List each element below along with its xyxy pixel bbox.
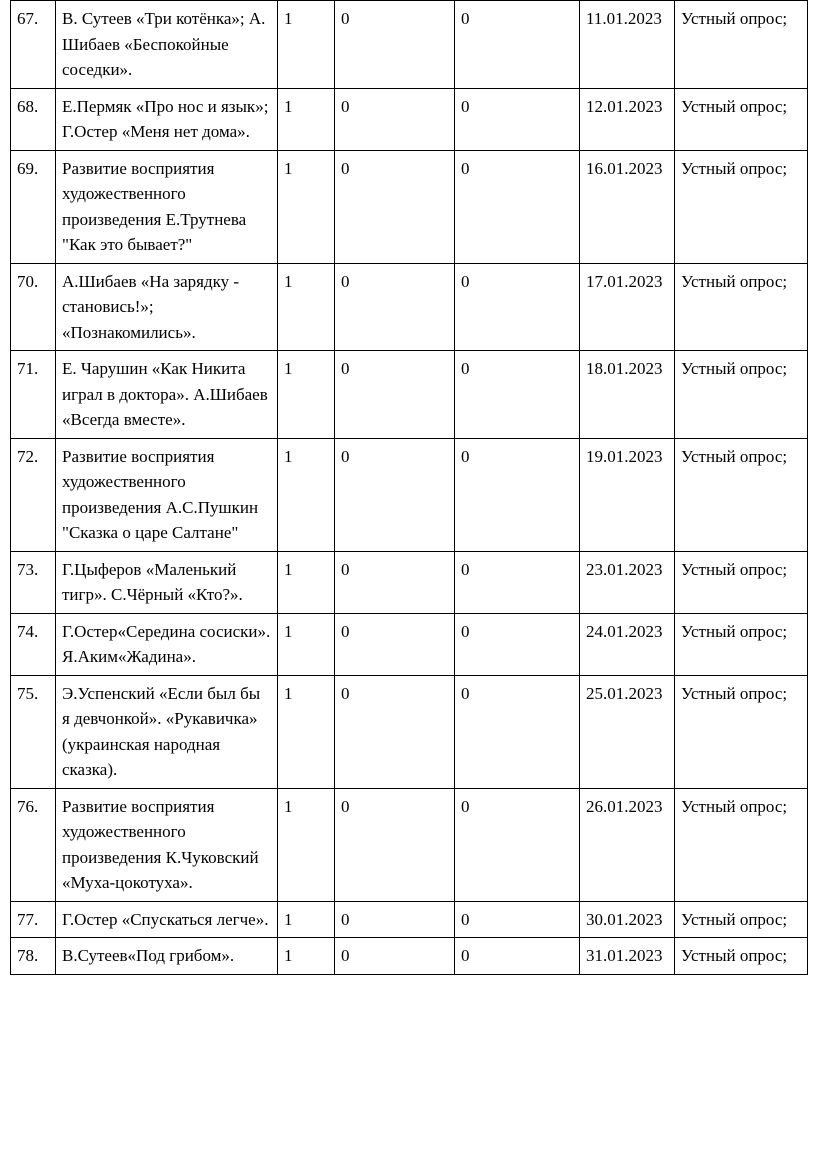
lesson-assessment-form: Устный опрос; <box>675 150 808 263</box>
lesson-control-hours: 0 <box>335 613 455 675</box>
lesson-date: 23.01.2023 <box>580 551 675 613</box>
lesson-topic: Г.Цыферов «Маленький тигр». С.Чёрный «Кто?». <box>56 551 278 613</box>
lesson-number: 71. <box>11 351 56 439</box>
lesson-number: 78. <box>11 938 56 975</box>
lesson-number: 72. <box>11 438 56 551</box>
lesson-topic: Развитие восприятия художественного произведения А.С.Пушкин "Сказка о царе Салтане" <box>56 438 278 551</box>
lesson-control-hours: 0 <box>335 351 455 439</box>
lesson-hours: 1 <box>278 150 335 263</box>
lesson-date: 26.01.2023 <box>580 788 675 901</box>
lesson-hours: 1 <box>278 1 335 89</box>
table-row <box>11 88 808 150</box>
lesson-assessment-form: Устный опрос; <box>675 438 808 551</box>
lesson-assessment-form: Устный опрос; <box>675 901 808 938</box>
lesson-date: 25.01.2023 <box>580 675 675 788</box>
lesson-assessment-form: Устный опрос; <box>675 88 808 150</box>
lesson-control-hours: 0 <box>335 1 455 89</box>
lesson-practice-hours: 0 <box>455 788 580 901</box>
lesson-hours: 1 <box>278 263 335 351</box>
lesson-hours: 1 <box>278 613 335 675</box>
lesson-topic: Развитие восприятия художественного произведения Е.Трутнева "Как это бывает?" <box>56 150 278 263</box>
lesson-practice-hours: 0 <box>455 150 580 263</box>
lesson-number: 75. <box>11 675 56 788</box>
lesson-practice-hours: 0 <box>455 88 580 150</box>
lesson-assessment-form: Устный опрос; <box>675 551 808 613</box>
lesson-topic: В. Сутеев «Три котёнка»; А. Шибаев «Беспокойные соседки». <box>56 1 278 89</box>
lesson-assessment-form: Устный опрос; <box>675 613 808 675</box>
lesson-topic: Е.Пермяк «Про нос и язык»; Г.Остер «Меня нет дома». <box>56 88 278 150</box>
lesson-hours: 1 <box>278 88 335 150</box>
lesson-topic: Развитие восприятия художественного произведения К.Чуковский «Муха-цокотуха». <box>56 788 278 901</box>
table-row <box>11 438 808 551</box>
lesson-practice-hours: 0 <box>455 351 580 439</box>
lesson-topic: Э.Успенский «Если был бы я девчонкой». «Рукавичка» (украинская народная сказка). <box>56 675 278 788</box>
lesson-date: 30.01.2023 <box>580 901 675 938</box>
lesson-date: 19.01.2023 <box>580 438 675 551</box>
lesson-practice-hours: 0 <box>455 1 580 89</box>
lesson-topic: Е. Чарушин «Как Никита играл в доктора». А.Шибаев «Всегда вместе». <box>56 351 278 439</box>
lesson-topic: В.Сутеев«Под грибом». <box>56 938 278 975</box>
lesson-number: 70. <box>11 263 56 351</box>
lesson-assessment-form: Устный опрос; <box>675 938 808 975</box>
lesson-date: 24.01.2023 <box>580 613 675 675</box>
lesson-number: 77. <box>11 901 56 938</box>
lesson-topic: Г.Остер «Спускаться легче». <box>56 901 278 938</box>
table-row <box>11 675 808 788</box>
lesson-control-hours: 0 <box>335 788 455 901</box>
lesson-practice-hours: 0 <box>455 263 580 351</box>
table-row <box>11 613 808 675</box>
lesson-hours: 1 <box>278 351 335 439</box>
table-row <box>11 351 808 439</box>
lesson-date: 31.01.2023 <box>580 938 675 975</box>
lesson-assessment-form: Устный опрос; <box>675 1 808 89</box>
lesson-control-hours: 0 <box>335 938 455 975</box>
lesson-hours: 1 <box>278 901 335 938</box>
lesson-date: 16.01.2023 <box>580 150 675 263</box>
lesson-hours: 1 <box>278 438 335 551</box>
lesson-topic: А.Шибаев «На зарядку - становись!»; «Познакомились». <box>56 263 278 351</box>
lesson-number: 76. <box>11 788 56 901</box>
lesson-practice-hours: 0 <box>455 675 580 788</box>
table-row <box>11 263 808 351</box>
lesson-assessment-form: Устный опрос; <box>675 788 808 901</box>
lesson-date: 17.01.2023 <box>580 263 675 351</box>
lesson-control-hours: 0 <box>335 438 455 551</box>
lesson-hours: 1 <box>278 938 335 975</box>
lesson-control-hours: 0 <box>335 675 455 788</box>
lesson-practice-hours: 0 <box>455 938 580 975</box>
lesson-hours: 1 <box>278 788 335 901</box>
lesson-date: 18.01.2023 <box>580 351 675 439</box>
lesson-hours: 1 <box>278 675 335 788</box>
table-row <box>11 1 808 89</box>
lesson-number: 67. <box>11 1 56 89</box>
lesson-control-hours: 0 <box>335 150 455 263</box>
lesson-practice-hours: 0 <box>455 438 580 551</box>
lesson-practice-hours: 0 <box>455 901 580 938</box>
lesson-date: 12.01.2023 <box>580 88 675 150</box>
table-row <box>11 551 808 613</box>
lesson-number: 73. <box>11 551 56 613</box>
lesson-number: 68. <box>11 88 56 150</box>
lesson-plan-table <box>10 0 808 975</box>
lesson-number: 74. <box>11 613 56 675</box>
lesson-control-hours: 0 <box>335 901 455 938</box>
lesson-control-hours: 0 <box>335 88 455 150</box>
lesson-assessment-form: Устный опрос; <box>675 675 808 788</box>
lesson-date: 11.01.2023 <box>580 1 675 89</box>
lesson-assessment-form: Устный опрос; <box>675 263 808 351</box>
lesson-topic: Г.Остер«Середина сосиски». Я.Аким«Жадина». <box>56 613 278 675</box>
lesson-hours: 1 <box>278 551 335 613</box>
lesson-control-hours: 0 <box>335 263 455 351</box>
lesson-control-hours: 0 <box>335 551 455 613</box>
lesson-assessment-form: Устный опрос; <box>675 351 808 439</box>
lesson-practice-hours: 0 <box>455 613 580 675</box>
lesson-plan-body <box>11 1 808 975</box>
table-row <box>11 150 808 263</box>
lesson-practice-hours: 0 <box>455 551 580 613</box>
lesson-number: 69. <box>11 150 56 263</box>
table-row <box>11 938 808 975</box>
table-row <box>11 901 808 938</box>
table-row <box>11 788 808 901</box>
